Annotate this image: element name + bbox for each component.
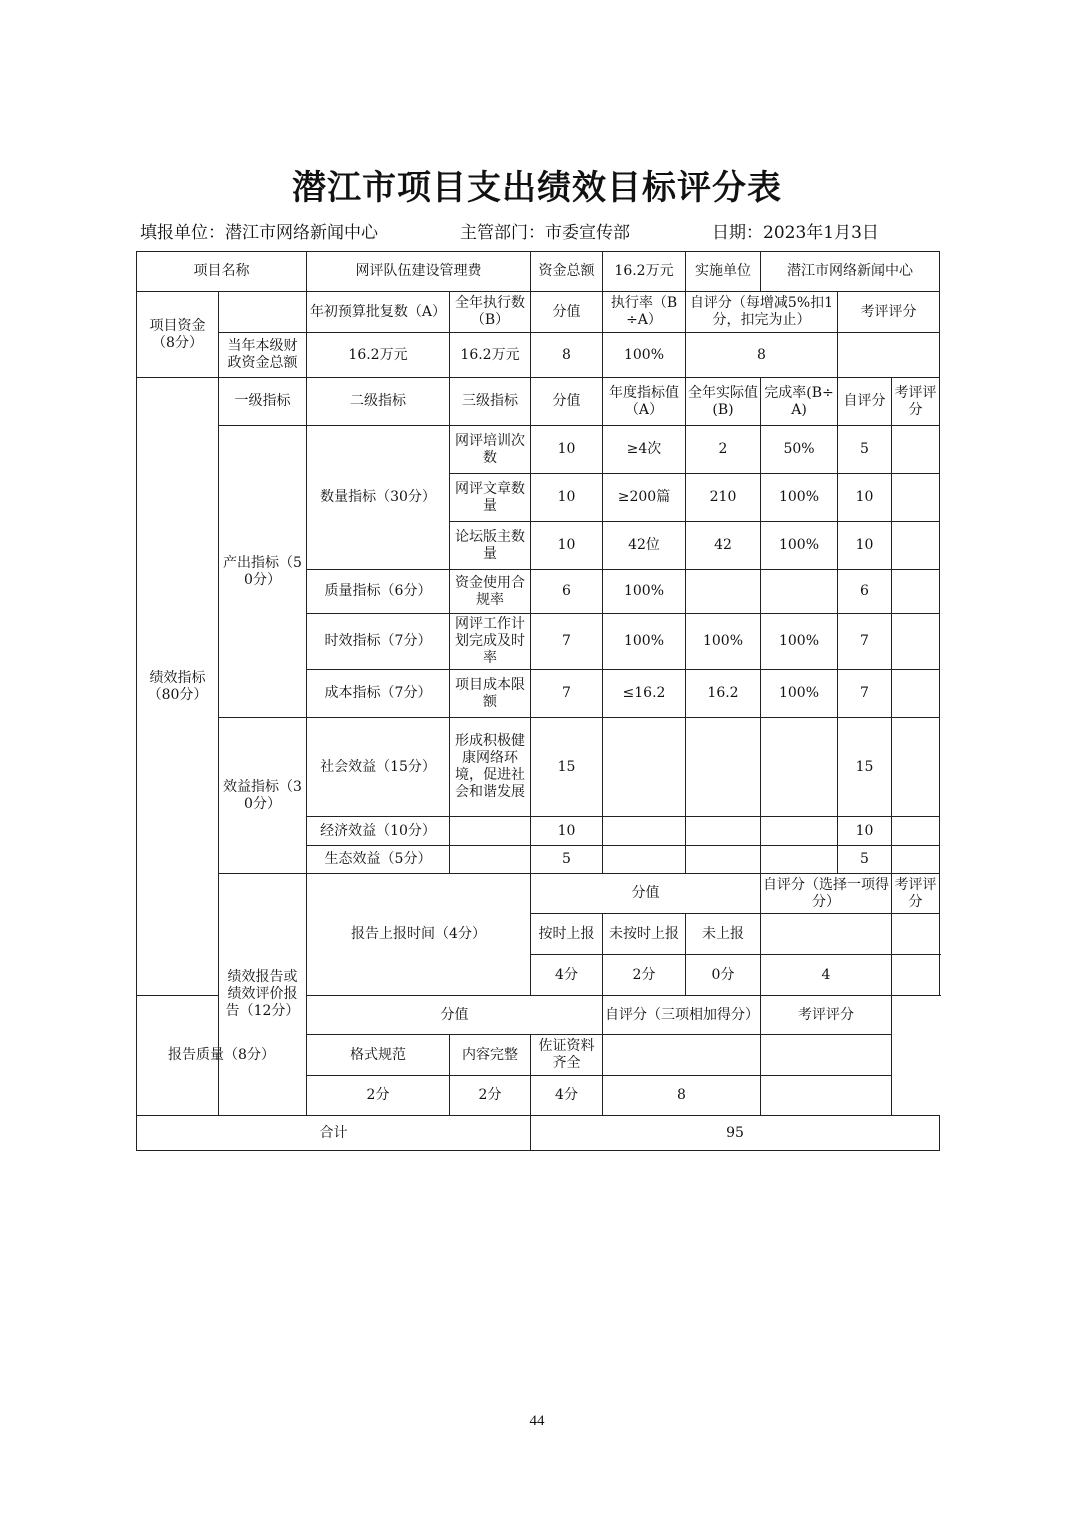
report-quality-option: 内容完整 — [450, 1035, 531, 1076]
report-time-review-blank — [892, 914, 940, 955]
funds-rate: 100% — [603, 333, 686, 378]
indicator-score: 10 — [531, 522, 603, 570]
indicator-name: 网评工作计划完成及时率 — [450, 614, 531, 670]
time-indicator-label: 时效指标（7分） — [307, 614, 450, 670]
funds-budget: 16.2万元 — [307, 333, 450, 378]
indicator-review — [892, 522, 940, 570]
indicator-self: 10 — [838, 474, 892, 522]
indicator-target: ≥200篇 — [603, 474, 686, 522]
indicator-target: 100% — [603, 614, 686, 670]
report-time-review — [892, 955, 940, 996]
indicator-name: 网评培训次数 — [450, 426, 531, 474]
funds-rate-header: 执行率（B÷A） — [603, 292, 686, 333]
indicator-self: 6 — [838, 570, 892, 614]
indicator-score: 7 — [531, 614, 603, 670]
quality-indicator-label: 质量指标（6分） — [307, 570, 450, 614]
indicator-rate — [761, 817, 838, 846]
indicator-name: 资金使用合规率 — [450, 570, 531, 614]
indicator-self: 10 — [838, 522, 892, 570]
report-time-review-header: 考评评分 — [892, 874, 940, 914]
benefit-indicator-label: 效益指标（30分） — [219, 718, 307, 874]
indicator-actual: 100% — [686, 614, 761, 670]
indicator-score: 6 — [531, 570, 603, 614]
report-quality-label: 报告质量（8分） — [137, 996, 307, 1116]
funds-row-label: 当年本级财政资金总额 — [219, 333, 307, 378]
indicator-name: 网评文章数量 — [450, 474, 531, 522]
perf-l2-header: 二级指标 — [307, 378, 450, 426]
report-time-points: 2分 — [603, 955, 686, 996]
indicator-review — [892, 570, 940, 614]
supervising-department: 主管部门：市委宣传部 — [460, 223, 630, 243]
indicator-target: 100% — [603, 570, 686, 614]
perf-actual-header: 全年实际值(B) — [686, 378, 761, 426]
perf-self-header: 自评分 — [838, 378, 892, 426]
indicator-score: 10 — [531, 426, 603, 474]
indicator-score: 10 — [531, 817, 603, 846]
total-funds-label: 资金总额 — [531, 252, 603, 292]
funds-exec-header: 全年执行数（B） — [450, 292, 531, 333]
indicator-rate: 100% — [761, 522, 838, 570]
economic-indicator-label: 经济效益（10分） — [307, 817, 450, 846]
impl-unit: 潜江市网络新闻中心 — [761, 252, 940, 292]
perf-score-header: 分值 — [531, 378, 603, 426]
report-quality-option: 佐证资料齐全 — [531, 1035, 603, 1076]
report-quality-score-header: 分值 — [307, 996, 603, 1035]
indicator-actual: 210 — [686, 474, 761, 522]
total-funds: 16.2万元 — [603, 252, 686, 292]
total-value: 95 — [531, 1116, 940, 1151]
indicator-name: 论坛版主数量 — [450, 522, 531, 570]
indicator-target — [603, 817, 686, 846]
indicator-score: 5 — [531, 846, 603, 874]
indicator-rate — [761, 846, 838, 874]
funds-review — [838, 333, 940, 378]
indicator-rate: 100% — [761, 474, 838, 522]
indicator-actual: 16.2 — [686, 670, 761, 718]
indicator-score: 15 — [531, 718, 603, 817]
indicator-target — [603, 846, 686, 874]
indicator-rate — [761, 570, 838, 614]
indicator-review — [892, 474, 940, 522]
report-time-self: 4 — [761, 955, 892, 996]
indicator-self: 10 — [838, 817, 892, 846]
report-quality-review-header: 考评评分 — [761, 996, 892, 1035]
indicator-actual — [686, 817, 761, 846]
indicator-actual — [686, 718, 761, 817]
indicator-review — [892, 426, 940, 474]
report-time-option: 未按时上报 — [603, 914, 686, 955]
funds-empty-header — [219, 292, 307, 333]
indicator-self: 7 — [838, 614, 892, 670]
indicator-actual — [686, 570, 761, 614]
indicator-self: 5 — [838, 426, 892, 474]
report-time-option: 按时上报 — [531, 914, 603, 955]
indicator-self: 7 — [838, 670, 892, 718]
report-time-option: 未上报 — [686, 914, 761, 955]
indicator-target: ≥4次 — [603, 426, 686, 474]
report-section-label: 绩效报告或绩效评价报告（12分） — [219, 874, 307, 1116]
page-title: 潜江市项目支出绩效目标评分表 — [292, 168, 782, 208]
indicator-review — [892, 846, 940, 874]
report-quality-points: 2分 — [307, 1076, 450, 1116]
quantity-indicator-label: 数量指标（30分） — [307, 426, 450, 570]
funds-self-header: 自评分（每增减5%扣1分，扣完为止） — [686, 292, 838, 333]
perf-target-header: 年度指标值（A） — [603, 378, 686, 426]
indicator-review — [892, 817, 940, 846]
indicator-rate: 50% — [761, 426, 838, 474]
indicator-actual — [686, 846, 761, 874]
funds-score: 8 — [531, 333, 603, 378]
social-indicator-label: 社会效益（15分） — [307, 718, 450, 817]
funds-review-header: 考评评分 — [838, 292, 940, 333]
indicator-score: 10 — [531, 474, 603, 522]
indicator-name: 项目成本限额 — [450, 670, 531, 718]
perf-review-header: 考评评分 — [892, 378, 940, 426]
indicator-name — [450, 846, 531, 874]
report-quality-points: 2分 — [450, 1076, 531, 1116]
perf-l3-header: 三级指标 — [450, 378, 531, 426]
project-name: 网评队伍建设管理费 — [307, 252, 531, 292]
report-quality-self: 8 — [603, 1076, 761, 1116]
report-quality-review-blank — [761, 1035, 892, 1076]
page-number: 44 — [529, 1413, 545, 1429]
report-time-self-blank — [761, 914, 892, 955]
indicator-review — [892, 718, 940, 817]
indicator-actual: 2 — [686, 426, 761, 474]
funds-exec: 16.2万元 — [450, 333, 531, 378]
indicator-rate: 100% — [761, 614, 838, 670]
indicator-target — [603, 718, 686, 817]
score-table — [136, 251, 940, 1151]
total-label: 合计 — [137, 1116, 531, 1151]
indicator-actual: 42 — [686, 522, 761, 570]
indicator-review — [892, 614, 940, 670]
project-name-label: 项目名称 — [137, 252, 307, 292]
report-quality-review — [761, 1076, 892, 1116]
output-indicator-label: 产出指标（50分） — [219, 426, 307, 718]
indicator-score: 7 — [531, 670, 603, 718]
funds-self: 8 — [686, 333, 838, 378]
impl-unit-label: 实施单位 — [686, 252, 761, 292]
indicator-review — [892, 670, 940, 718]
report-quality-option: 格式规范 — [307, 1035, 450, 1076]
report-time-points: 4分 — [531, 955, 603, 996]
report-time-label: 报告上报时间（4分） — [307, 874, 531, 996]
indicator-name: 形成积极健康网络环境，促进社会和谐发展 — [450, 718, 531, 817]
report-time-self-header: 自评分（选择一项得分） — [761, 874, 892, 914]
report-quality-points: 4分 — [531, 1076, 603, 1116]
report-time-score-header: 分值 — [531, 874, 761, 914]
indicator-name — [450, 817, 531, 846]
cost-indicator-label: 成本指标（7分） — [307, 670, 450, 718]
perf-section-label: 绩效指标（80分） — [137, 378, 219, 996]
perf-l1-header: 一级指标 — [219, 378, 307, 426]
report-quality-self-blank — [603, 1035, 761, 1076]
funds-score-header: 分值 — [531, 292, 603, 333]
indicator-target: ≤16.2 — [603, 670, 686, 718]
indicator-rate: 100% — [761, 670, 838, 718]
perf-rate-header: 完成率(B÷A) — [761, 378, 838, 426]
funds-budget-header: 年初预算批复数（A） — [307, 292, 450, 333]
indicator-rate — [761, 718, 838, 817]
indicator-self: 5 — [838, 846, 892, 874]
report-time-points: 0分 — [686, 955, 761, 996]
fill-unit: 填报单位：潜江市网络新闻中心 — [140, 223, 378, 243]
report-quality-self-header: 自评分（三项相加得分） — [603, 996, 761, 1035]
indicator-target: 42位 — [603, 522, 686, 570]
eco-indicator-label: 生态效益（5分） — [307, 846, 450, 874]
report-date: 日期：2023年1月3日 — [712, 223, 879, 243]
funds-section-label: 项目资金（8分） — [137, 292, 219, 378]
indicator-self: 15 — [838, 718, 892, 817]
